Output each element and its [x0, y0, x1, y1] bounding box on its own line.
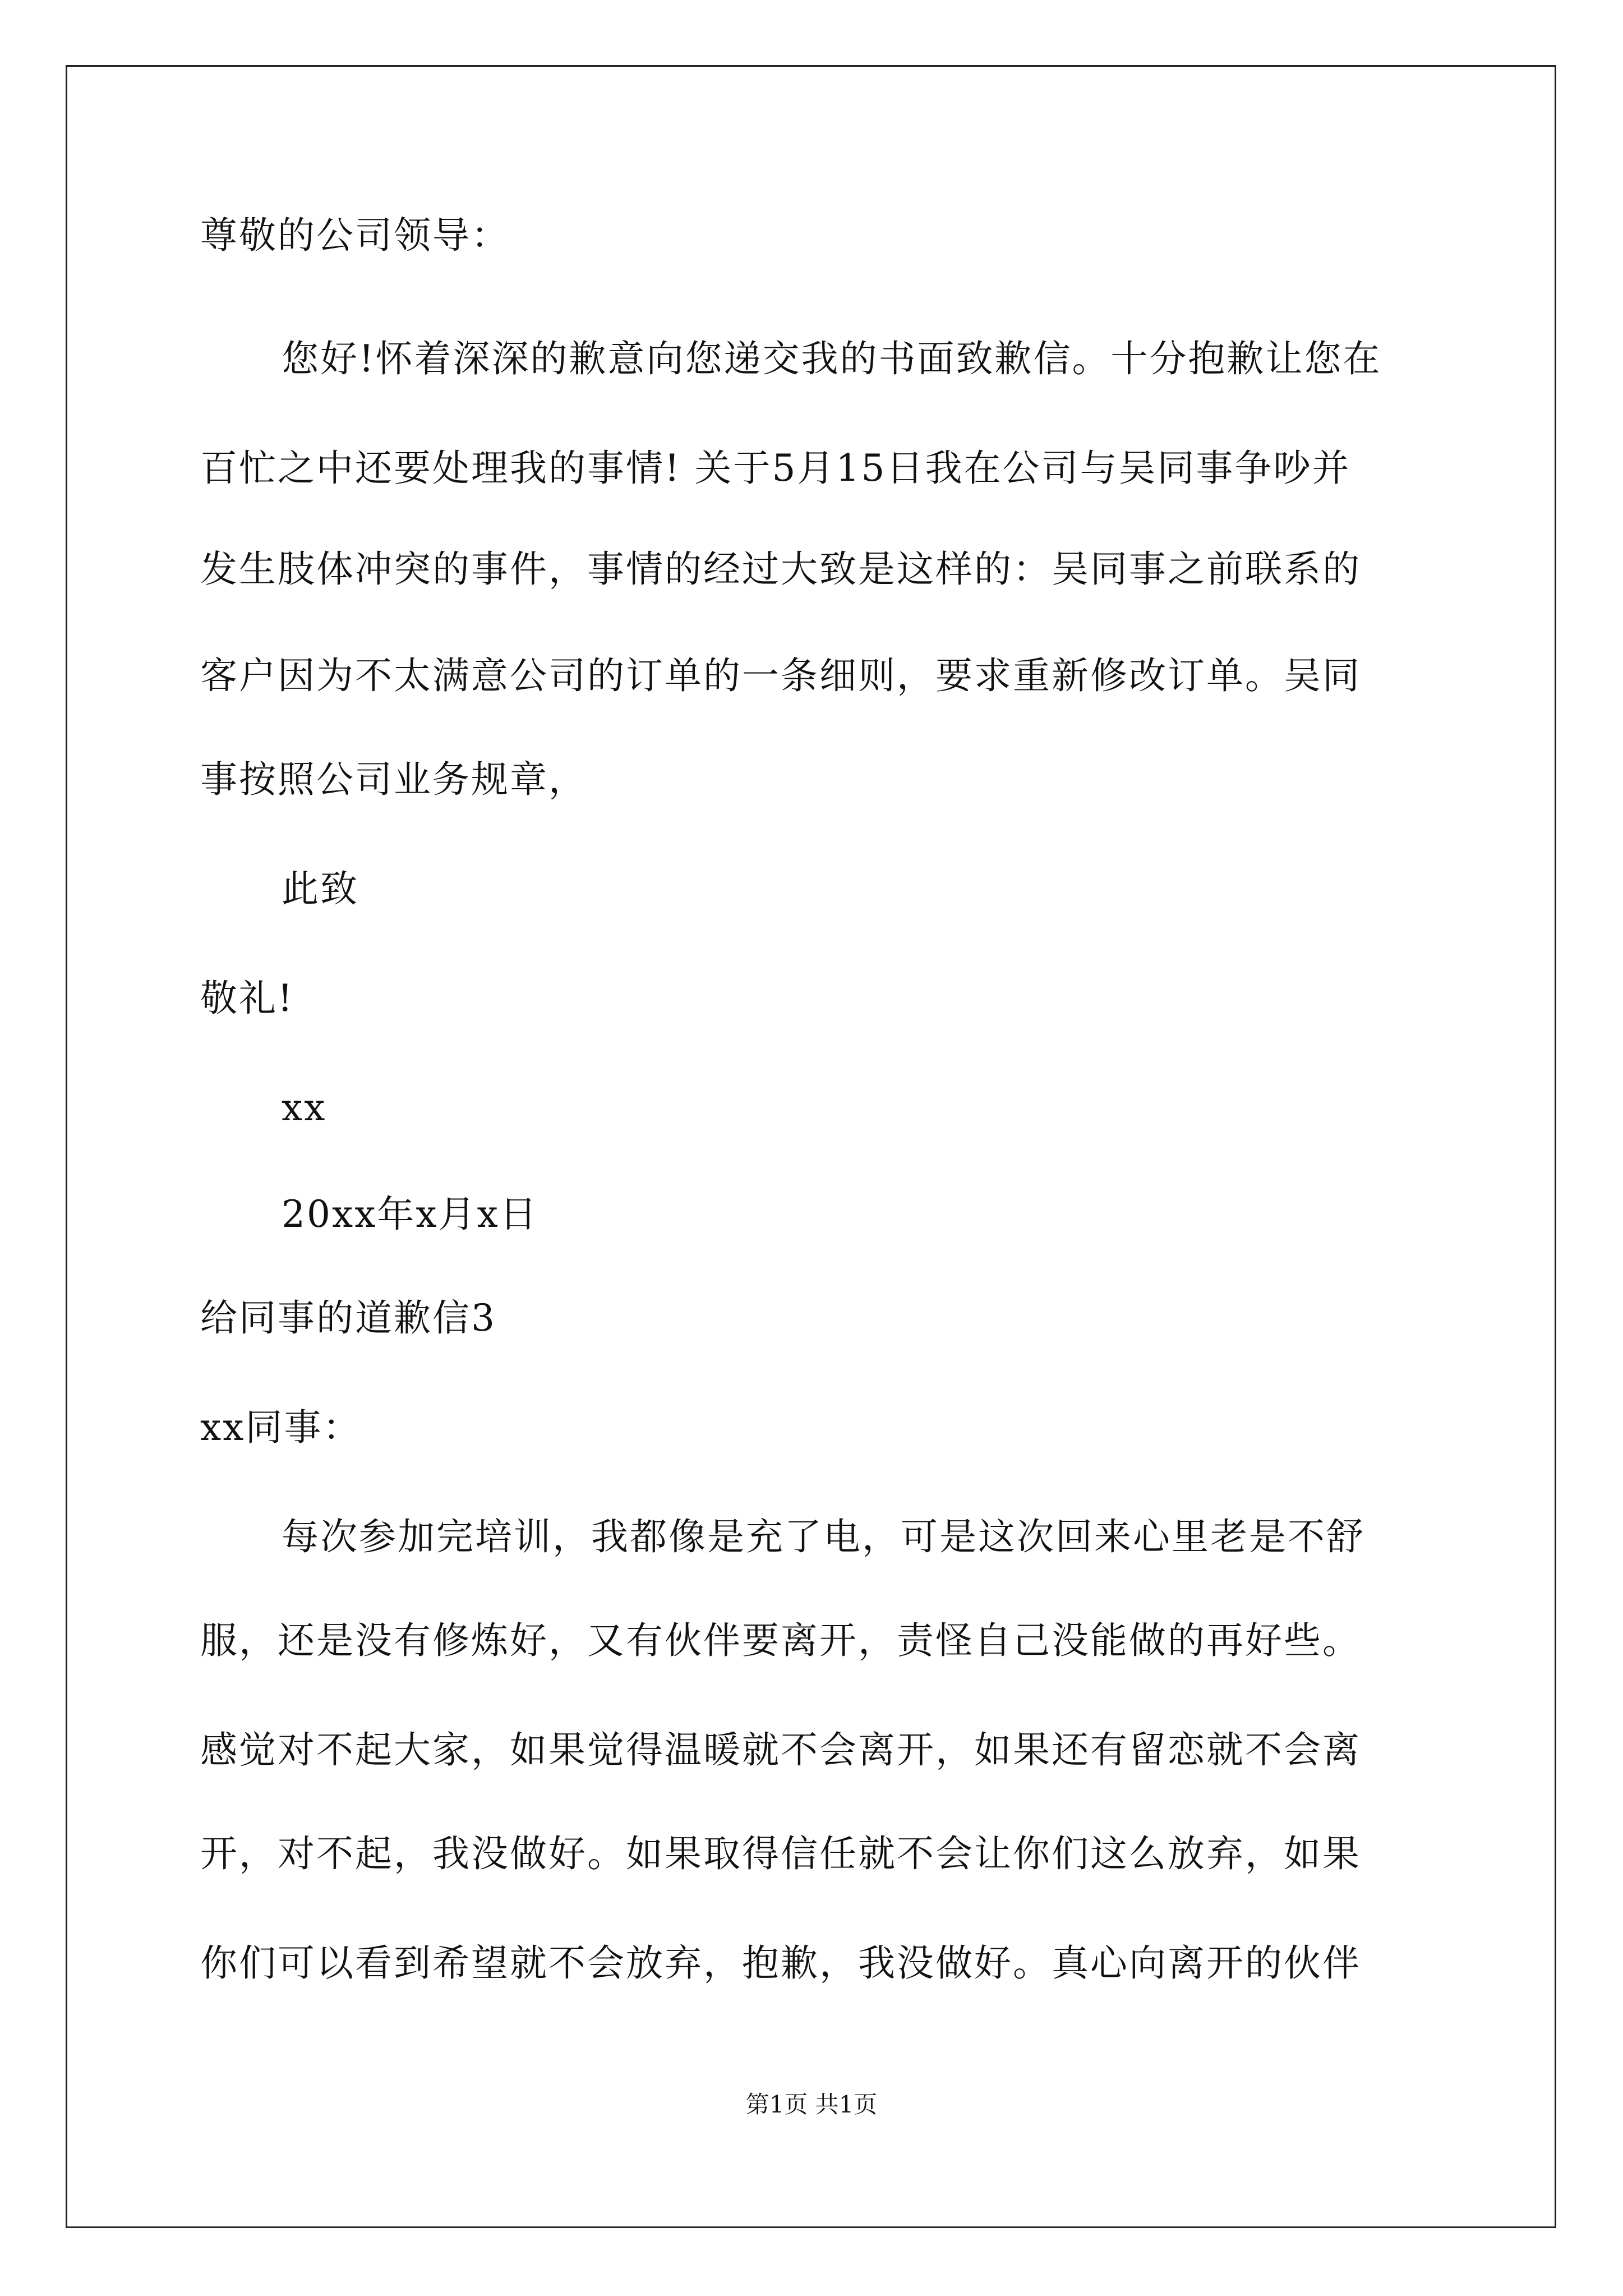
paragraph-line: 您好!怀着深深的歉意向您递交我的书面致歉信。十分抱歉让您在 — [282, 337, 1382, 380]
paragraph-line: 事按照公司业务规章， — [200, 758, 587, 801]
paragraph-line: 百忙之中还要处理我的事情! 关于5月15日我在公司与吴同事争吵并 — [200, 447, 1351, 490]
salutation: xx同事： — [200, 1406, 362, 1449]
salutation: 尊敬的公司领导： — [200, 214, 510, 257]
section-title: 给同事的道歉信3 — [200, 1296, 496, 1340]
paragraph-line: 开，对不起，我没做好。如果取得信任就不会让你们这么放弃，如果 — [200, 1832, 1361, 1875]
paragraph-line: 感觉对不起大家，如果觉得温暖就不会离开，如果还有留恋就不会离 — [200, 1728, 1361, 1772]
paragraph-line: 每次参加完培训，我都像是充了电，可是这次回来心里老是不舒 — [282, 1515, 1365, 1558]
paragraph-line: 你们可以看到希望就不会放弃，抱歉，我没做好。真心向离开的伙伴 — [200, 1941, 1361, 1985]
paragraph-line: 发生肢体冲突的事件，事情的经过大致是这样的：吴同事之前联系的 — [200, 547, 1361, 591]
closing-salute: 敬礼! — [200, 977, 294, 1020]
page-border — [66, 65, 1556, 2228]
signature-date: 20xx年x月x日 — [282, 1193, 538, 1236]
page-footer: 第1页 共1页 — [745, 2091, 878, 2118]
closing-phrase: 此致 — [282, 867, 359, 910]
paragraph-line: 服，还是没有修炼好，又有伙伴要离开，责怪自己没能做的再好些。 — [200, 1619, 1361, 1662]
paragraph-line: 客户因为不太满意公司的订单的一条细则，要求重新修改订单。吴同 — [200, 654, 1361, 697]
signature-name: xx — [282, 1086, 327, 1129]
